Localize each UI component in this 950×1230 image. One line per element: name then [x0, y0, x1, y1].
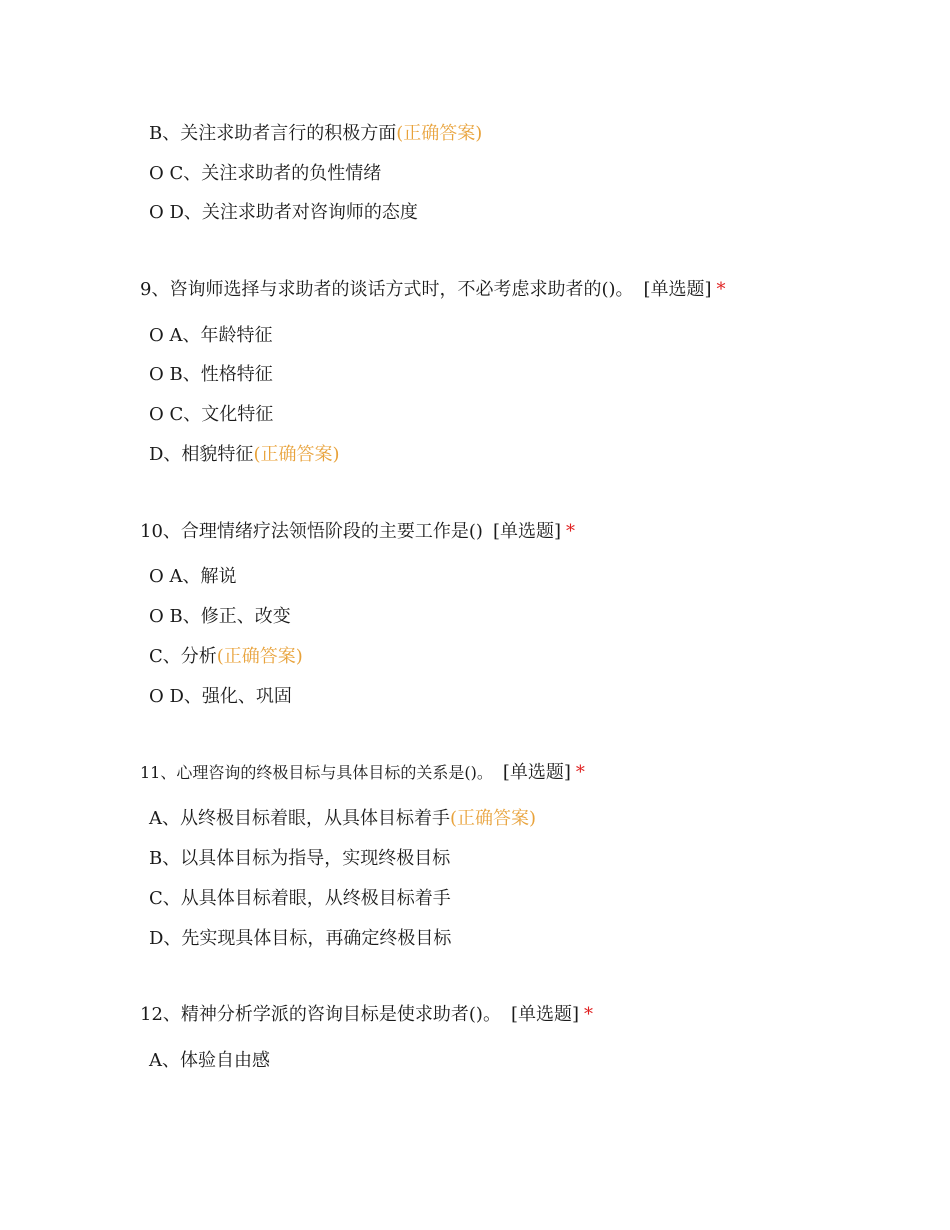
question-type-tag: [单选题] [502, 762, 571, 783]
option-q8-d[interactable] [149, 201, 418, 225]
question-10-title [140, 520, 575, 544]
question-9-title [140, 278, 726, 302]
question-type-tag: [单选题] [643, 279, 712, 300]
question-text: 9、咨询师选择与求助者的谈话方式时，不必考虑求助者的()。 [140, 279, 634, 300]
correct-answer-label: (正确答案) [396, 123, 483, 144]
option-text: A、从终极目标着眼，从具体目标着手 [149, 808, 450, 829]
option-q10-c[interactable] [149, 645, 303, 669]
question-text: 12、精神分析学派的咨询目标是使求助者()。 [140, 1004, 501, 1025]
question-11-title [140, 761, 585, 785]
option-text: O A、年龄特征 [149, 325, 273, 346]
question-text: 11、心理咨询的终极目标与具体目标的关系是()。 [140, 763, 493, 782]
option-text: O D、关注求助者对咨询师的态度 [149, 202, 418, 223]
option-q10-b[interactable] [149, 605, 291, 629]
option-q9-a[interactable] [149, 324, 272, 348]
option-q9-d[interactable] [149, 443, 339, 467]
option-q8-b[interactable] [149, 122, 482, 146]
question-text: 10、合理情绪疗法领悟阶段的主要工作是() [140, 521, 483, 542]
option-q9-c[interactable] [149, 403, 273, 427]
question-type-tag: [单选题] [492, 521, 561, 542]
option-q10-d[interactable] [149, 685, 292, 709]
option-text: B、以具体目标为指导，实现终极目标 [149, 848, 451, 869]
option-text: C、从具体目标着眼，从终极目标着手 [149, 888, 451, 909]
option-text: C、分析 [149, 646, 217, 667]
required-mark: * [575, 762, 585, 783]
option-text: O C、文化特征 [149, 404, 274, 425]
option-q11-b[interactable] [149, 847, 450, 871]
option-q8-c[interactable] [149, 162, 381, 186]
option-q9-b[interactable] [149, 363, 273, 387]
question-type-tag: [单选题] [510, 1004, 579, 1025]
option-text: B、关注求助者言行的积极方面 [149, 123, 397, 144]
correct-answer-label: (正确答案) [253, 444, 340, 465]
option-text: O C、关注求助者的负性情绪 [149, 163, 382, 184]
correct-answer-label: (正确答案) [450, 808, 537, 829]
option-q11-d[interactable] [149, 927, 451, 951]
required-mark: * [716, 279, 726, 300]
required-mark: * [566, 521, 575, 542]
option-text: O D、强化、巩固 [149, 686, 292, 707]
required-mark: * [584, 1004, 593, 1025]
option-q12-a[interactable] [149, 1049, 270, 1073]
option-text: O B、性格特征 [149, 364, 273, 385]
option-text: D、先实现具体目标，再确定终极目标 [149, 928, 452, 949]
option-text: O B、修正、改变 [149, 606, 291, 627]
option-text: A、体验自由感 [149, 1050, 270, 1071]
option-q10-a[interactable] [149, 565, 236, 589]
option-text: O A、解说 [149, 566, 237, 587]
option-q11-a[interactable] [149, 807, 536, 831]
option-text: D、相貌特征 [149, 444, 254, 465]
correct-answer-label: (正确答案) [216, 646, 303, 667]
option-q11-c[interactable] [149, 887, 451, 911]
question-12-title [140, 1003, 593, 1027]
